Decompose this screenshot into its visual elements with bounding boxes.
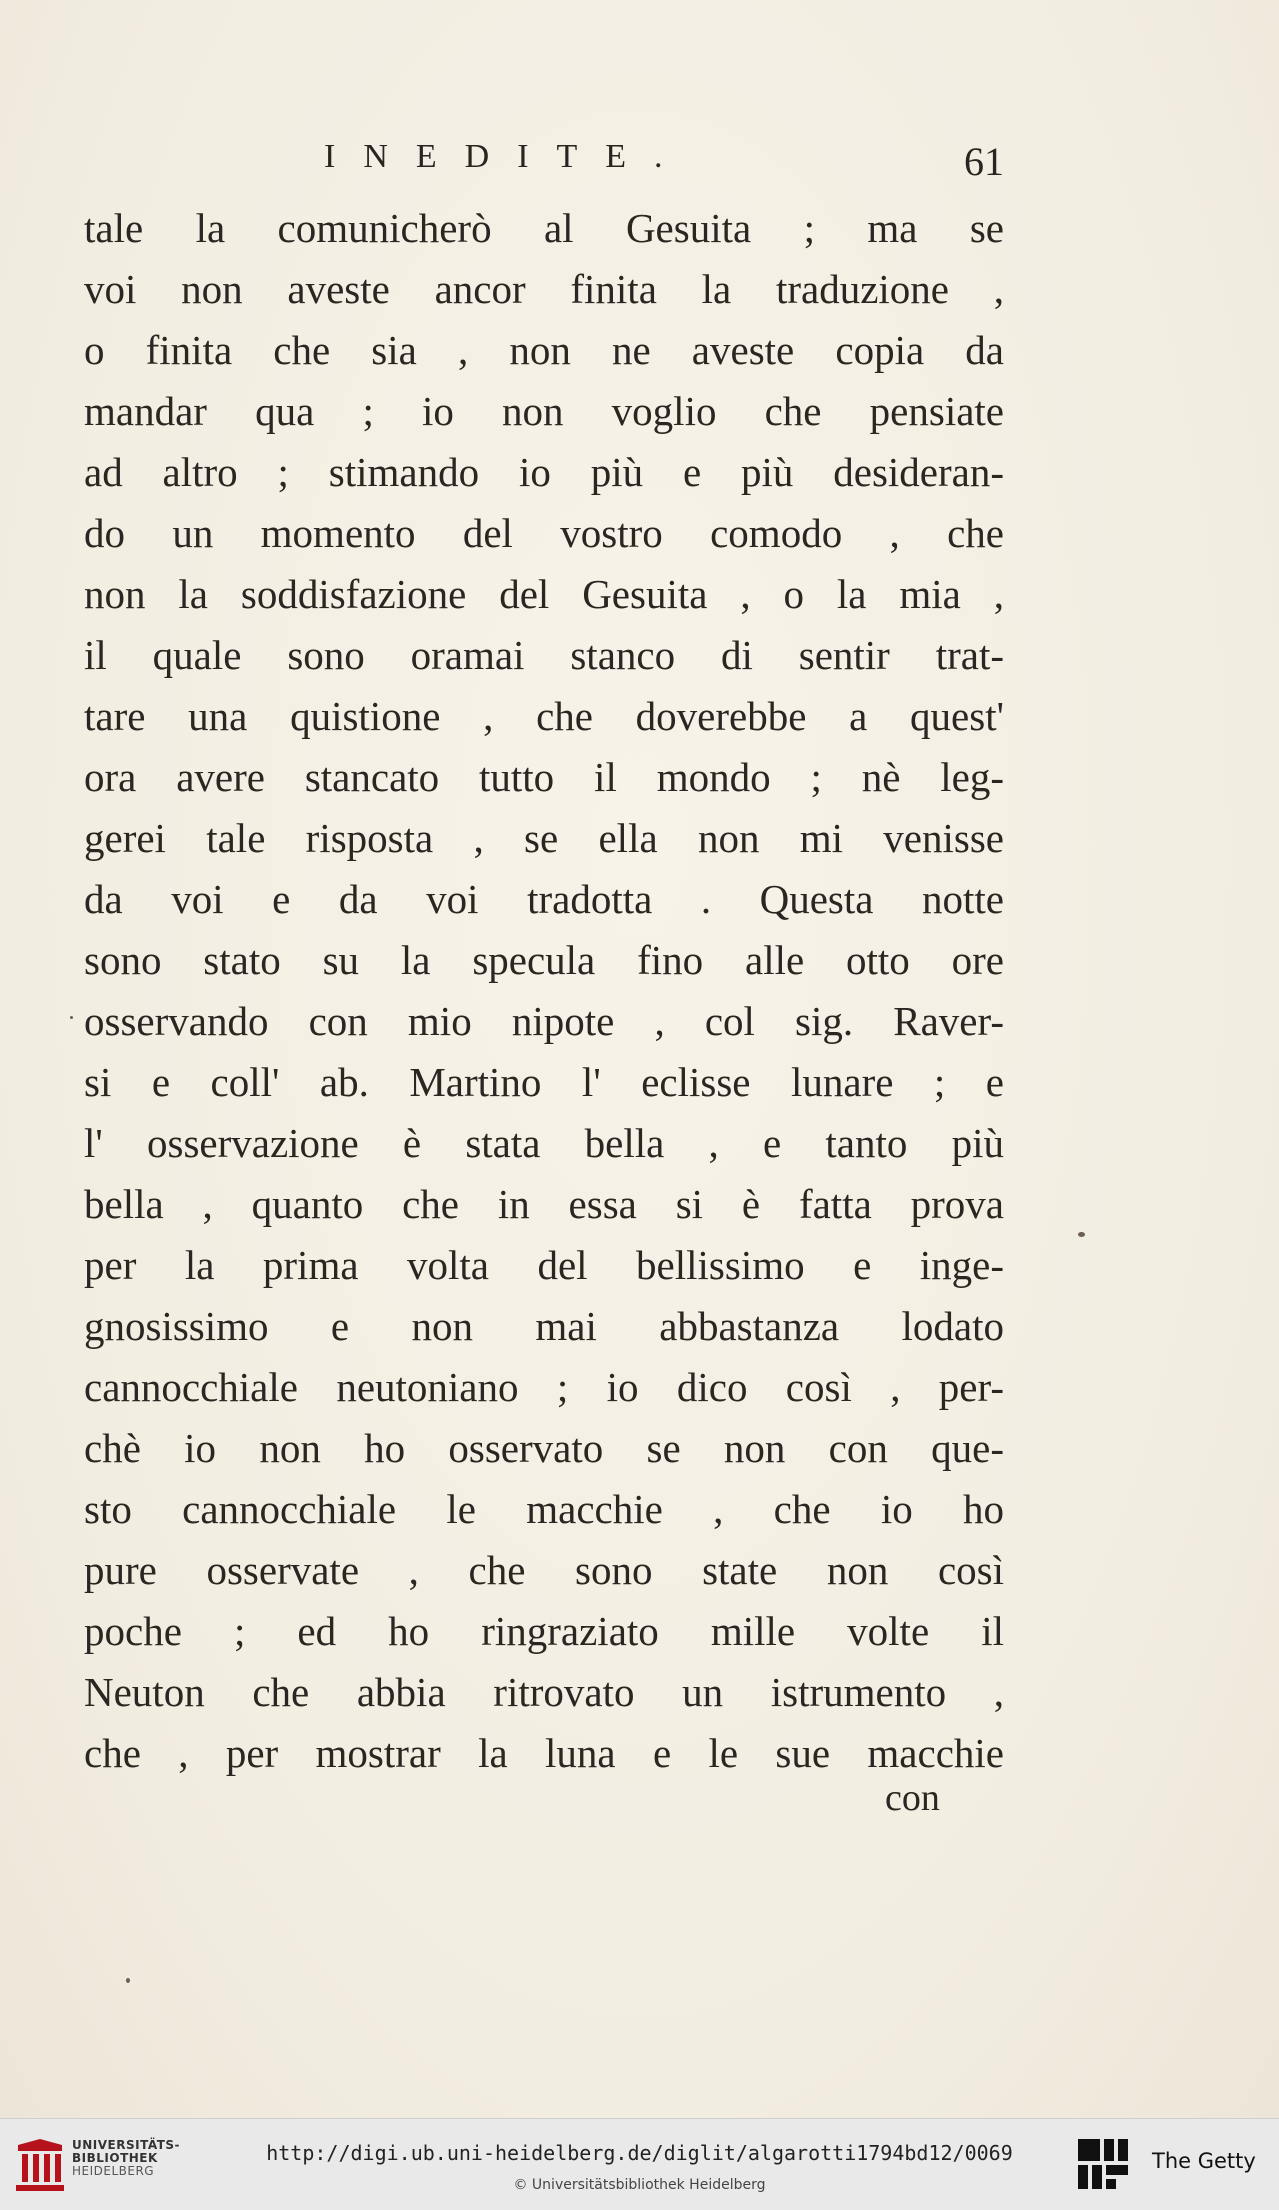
- text-line: ora avere stancato tutto il mondo ; nè leg-: [84, 754, 1004, 800]
- viewer-footer: [0, 2118, 1279, 2210]
- running-head: [84, 138, 1004, 188]
- text-line: gnosissimo e non mai abbastanza lodato: [84, 1303, 1004, 1349]
- text-line: chè io non ho osservato se non con que-: [84, 1425, 1004, 1471]
- getty-partner-name[interactable]: The Getty: [1152, 2149, 1256, 2173]
- text-line: voi non aveste ancor finita la traduzione ,: [84, 266, 1004, 312]
- running-title: INEDITE.: [324, 138, 691, 175]
- text-line: mandar qua ; io non voglio che pensiate: [84, 388, 1004, 434]
- text-line: il quale sono oramai stanco di sentir trat-: [84, 632, 1004, 678]
- paper-speck: [1078, 1232, 1085, 1237]
- permalink-url[interactable]: http://digi.ub.uni-heidelberg.de/diglit/algarotti1794bd12/0069: [266, 2141, 1013, 2165]
- text-line: bella , quanto che in essa si è fatta prova: [84, 1181, 1004, 1227]
- text-line: pure osservate , che sono state non così: [84, 1547, 1004, 1593]
- text-line: si e coll' ab. Martino l' eclisse lunare ; e: [84, 1059, 1004, 1105]
- text-line: tale la comunicherò al Gesuita ; ma se: [84, 205, 1004, 251]
- text-line: non la soddisfazione del Gesuita , o la mia ,: [84, 571, 1004, 617]
- text-line: che , per mostrar la luna e le sue macchie: [84, 1730, 1004, 1776]
- page-number: 61: [964, 139, 1004, 184]
- text-line: per la prima volta del bellissimo e inge-: [84, 1242, 1004, 1288]
- getty-logo-icon: [1076, 2137, 1130, 2193]
- text-line: osservando con mio nipote , col sig. Raver-: [84, 998, 1004, 1044]
- text-line: Neuton che abbia ritrovato un istrumento ,: [84, 1669, 1004, 1715]
- text-line: sono stato su la specula fino alle otto ore: [84, 937, 1004, 983]
- catchword: con: [885, 1777, 940, 1819]
- paper-speck: [126, 1978, 130, 1983]
- text-line: o finita che sia , non ne aveste copia da: [84, 327, 1004, 373]
- text-line: ad altro ; stimando io più e più desideran-: [84, 449, 1004, 495]
- paper-speck: [70, 1016, 73, 1019]
- text-line: do un momento del vostro comodo , che: [84, 510, 1004, 556]
- text-line: sto cannocchiale le macchie , che io ho: [84, 1486, 1004, 1532]
- text-line: poche ; ed ho ringraziato mille volte il: [84, 1608, 1004, 1654]
- text-line: l' osservazione è stata bella , e tanto più: [84, 1120, 1004, 1166]
- body-text: [84, 198, 1004, 1784]
- university-library-name: UNIVERSITÄTS- BIBLIOTHEK HEIDELBERG: [72, 2138, 181, 2178]
- text-line: tare una quistione , che doverebbe a quest': [84, 693, 1004, 739]
- copyright-notice: © Universitätsbibliothek Heidelberg: [513, 2177, 766, 2193]
- text-line: da voi e da voi tradotta . Questa notte: [84, 876, 1004, 922]
- text-line: cannocchiale neutoniano ; io dico così , per-: [84, 1364, 1004, 1410]
- text-line: gerei tale risposta , se ella non mi venisse: [84, 815, 1004, 861]
